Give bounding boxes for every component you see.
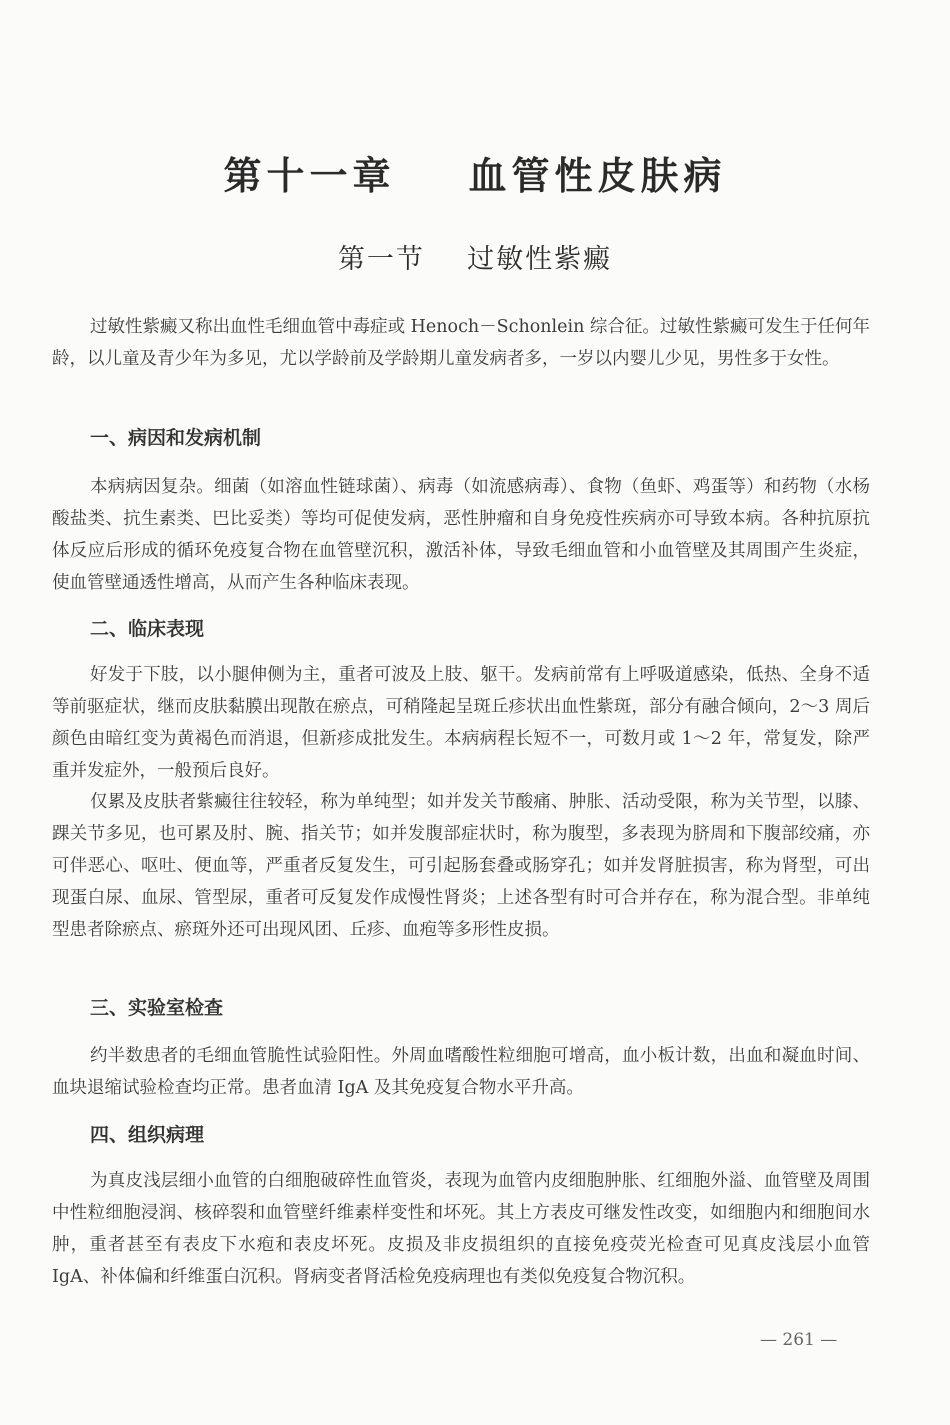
section-title: 第一节 过敏性紫癜 [337,244,613,275]
paragraph-clinical-2: 仅累及皮肤者紫癜往往较轻，称为单纯型；如并发关节酸痛、肿胀、活动受限，称为关节型，以膝、踝关节多见，也可累及肘、腕、指关节；如并发腹部症状时，称为腹型，多表现为脐周和下腹部绞痛，亦可伴恶心、呕吐、便血等，严重者反复发生，可引起肠套叠或肠穿孔；如并发肾脏损害，称为肾型，可出现蛋白尿、血尿、管型尿，重者可反复发作成慢性肾炎；上述各型有时可合并存在，称为混合型。非单纯型患者除瘀点、瘀斑外还可出现风团、丘疹、血疱等多形性皮损。 [52,792,870,940]
paragraph-lab: 约半数患者的毛细血管脆性试验阳性。外周血嗜酸性粒细胞可增高，血小板计数，出血和凝血时间、血块退缩试验检查均正常。患者血清 IgA 及其免疫复合物水平升高。 [52,1046,870,1098]
paragraph-clinical-1: 好发于下肢，以小腿伸侧为主，重者可波及上肢、躯干。发病前常有上呼吸道感染，低热、全身不适等前驱症状，继而皮肤黏膜出现散在瘀点，可稍隆起呈斑丘疹状出血性紫斑，部分有融合倾向，2～3 周后颜色由暗红变为黄褐色而消退，但新疹成批发生。本病病程长短不一，可数月或 1～2 年，常复发，除严重并发症外，一般预后良好。 [52,665,870,781]
chapter-title: 第十一章 血管性皮肤病 [223,154,727,198]
heading-pathology: 四、组织病理 [90,1124,205,1146]
heading-clinical: 二、临床表现 [90,618,205,640]
heading-lab: 三、实验室检查 [90,997,224,1019]
intro-paragraph: 过敏性紫癜又称出血性毛细血管中毒症或 Henoch－Schonlein 综合征。过敏性紫癜可发生于任何年龄，以儿童及青少年为多见，尤以学龄前及学龄期儿童发病者多，一岁以内婴儿少见，男性多于女性。 [52,317,870,369]
heading-etiology: 一、病因和发病机制 [90,427,262,449]
page-number: — 261 — [760,1330,838,1350]
paragraph-pathology: 为真皮浅层细小血管的白细胞破碎性血管炎，表现为血管内皮细胞肿胀、红细胞外溢、血管壁及周围中性粒细胞浸润、核碎裂和血管壁纤维素样变性和坏死。其上方表皮可继发性改变，如细胞内和细胞间水肿，重者甚至有表皮下水疱和表皮坏死。皮损及非皮损组织的直接免疫荧光检查可见真皮浅层小血管 IgA、补体偏和纤维蛋白沉积。肾病变者肾活检免疫病理也有类似免疫复合物沉积。 [52,1171,870,1287]
paragraph-etiology: 本病病因复杂。细菌（如溶血性链球菌）、病毒（如流感病毒）、食物（鱼虾、鸡蛋等）和药物（水杨酸盐类、抗生素类、巴比妥类）等均可促使发病，恶性肿瘤和自身免疫性疾病亦可导致本病。各种抗原抗体反应后形成的循环免疫复合物在血管壁沉积，激活补体，导致毛细血管和小血管壁及其周围产生炎症，使血管壁通透性增高，从而产生各种临床表现。 [52,477,870,593]
